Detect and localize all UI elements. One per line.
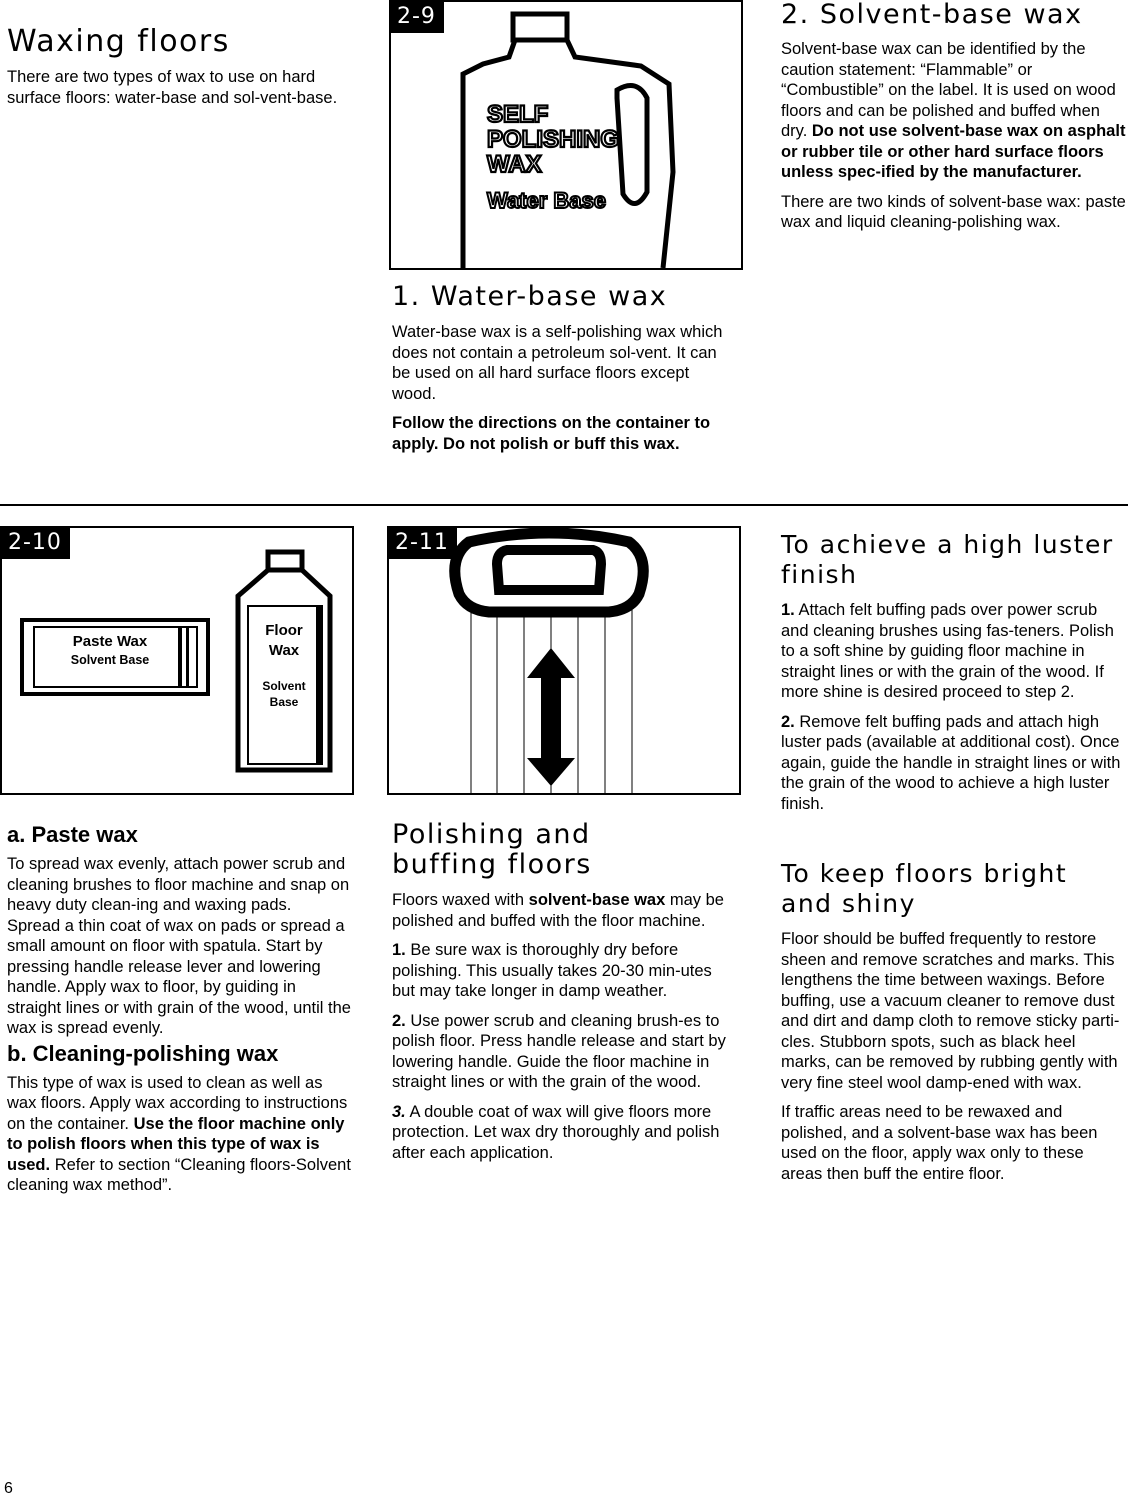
polishing-intro xyxy=(392,890,737,931)
step-text: Remove felt buffing pads and attach high luster pads (available at additional cost). Once again, guide the handle in straight lines or with the grain of the wood to achieve a high luster finish. xyxy=(781,712,1121,813)
solvent-warning: Do not use solvent-base wax on asphalt or rubber tile or other hard surface floors unless spec-ified by the manufacturer. xyxy=(781,122,1126,181)
section-divider xyxy=(0,504,1128,506)
polishing-intro-a: Floors waxed with xyxy=(392,891,529,909)
figure-2-11 xyxy=(387,526,741,795)
luster-heading: To achieve a high luster finish xyxy=(781,530,1114,589)
step-text: A double coat of wax will give floors more protection. Let wax dry thoroughly and polish after each application. xyxy=(392,1102,720,1162)
step-number: 3. xyxy=(392,1102,406,1121)
intro-section xyxy=(7,24,352,117)
step-number: 1. xyxy=(781,601,795,619)
can-label-line1: Paste Wax xyxy=(72,633,148,650)
bright-shiny-section xyxy=(781,859,1126,1193)
bottle-label-line4: Water Base xyxy=(487,188,607,213)
bright-shiny-text: Floor should be buffed frequently to restore sheen and remove scratches and marks. This lengthens the time between waxings. Before buffing, use a vacuum cleaner to remove dust and dirt and damp cloth to remove sticky parti-cles. Stubborn spots, such as black heel marks, can be removed by rubbing gently with very fine steel wool damp-ened with wax. xyxy=(781,930,1120,1092)
solvent-base-text xyxy=(781,39,1126,183)
floor-machine-grain-illustration xyxy=(389,528,739,793)
step-text: Attach felt buffing pads over power scrub and cleaning brushes using fas-teners. Polish to a soft shine by guiding floor machine in straight lines or with the grain of the wood. If more shine is desired proceed to step 2. xyxy=(781,601,1114,701)
self-polishing-wax-bottle-illustration xyxy=(391,2,741,268)
bright-shiny-heading: To keep floors bright and shiny xyxy=(781,859,1068,918)
paste-wax-heading: a. Paste wax xyxy=(7,822,138,847)
cleaning-warning: Use the floor machine only to polish floors when this type of wax is used. xyxy=(7,1114,345,1174)
cleaning-polishing-text xyxy=(7,1073,352,1196)
rewax-text: If traffic areas need to be rewaxed and polished, and a solvent-base wax has been used on the floor, apply wax only to these areas then buff the entire floor. xyxy=(781,1103,1098,1183)
water-base-section xyxy=(392,282,737,463)
figure-tag: 2-11 xyxy=(389,528,457,559)
paste-wax-section xyxy=(7,822,352,1205)
page-title: Waxing floors xyxy=(7,24,230,59)
luster-step-2 xyxy=(781,712,1126,815)
water-base-text: Water-base wax is a self-polishing wax which does not contain a petroleum sol-vent. It can be used on all hard surface floors except wood. xyxy=(392,323,723,403)
page-number: 6 xyxy=(4,1480,13,1497)
water-base-instructions: Follow the directions on the container to apply. Do not polish or buff this wax. xyxy=(392,414,711,453)
figure-2-9 xyxy=(389,0,743,270)
bottle-label-line2: POLISHING xyxy=(487,126,620,153)
luster-step-1 xyxy=(781,600,1126,703)
polishing-intro-bold: solvent-base wax xyxy=(528,891,666,909)
intro-text: There are two types of wax to use on hard surface floors: water-base and sol-vent-base. xyxy=(7,68,338,107)
polishing-step-2 xyxy=(392,1011,737,1093)
step-number: 2. xyxy=(392,1011,406,1030)
polishing-intro-b: may be polished and buffed with the floor machine. xyxy=(392,891,724,930)
solvent-base-section xyxy=(781,0,1126,242)
water-base-heading: 1. Water-base wax xyxy=(392,281,668,312)
cleaning-text-refer: Refer to section “Cleaning floors-Solvent cleaning wax method”. xyxy=(7,1155,351,1194)
step-number: 1. xyxy=(392,941,406,959)
figure-tag: 2-9 xyxy=(391,2,444,33)
bottle-label-line1: SELF xyxy=(487,101,549,128)
polishing-step-1 xyxy=(392,940,737,1002)
cleaning-polishing-heading: b. Cleaning-polishing wax xyxy=(7,1040,279,1066)
luster-section xyxy=(781,530,1126,823)
polishing-heading: Polishing and buffing floors xyxy=(392,819,592,880)
figure-2-10 xyxy=(0,526,354,795)
step-text: Be sure wax is thoroughly dry before polishing. This usually takes 20-30 min-utes but may take longer in damp weather. xyxy=(392,941,712,1000)
bottle-label-line1: Floor xyxy=(265,622,303,639)
step-number: 2. xyxy=(781,712,795,731)
cleaning-text-plain: This type of wax is used to clean as well as wax floors. Apply wax according to instructions on the container. xyxy=(7,1073,348,1133)
solvent-kinds-text: There are two kinds of solvent-base wax: paste wax and liquid cleaning-polishing wax. xyxy=(781,192,1126,231)
bottle-label-line4: Base xyxy=(269,695,299,709)
solvent-text-plain: Solvent-base wax can be identified by the caution statement: “Flammable” or “Combustible” on the label. It is used on wood floors and can be polished and buffed when dry. xyxy=(781,40,1116,140)
polishing-section xyxy=(392,820,737,1172)
bottle-label-line2: Wax xyxy=(268,642,300,659)
bottle-label-line3: WAX xyxy=(487,151,542,178)
paste-wax-text: To spread wax evenly, attach power scrub and cleaning brushes to floor machine and snap on heavy duty clean-ing and waxing pads. Spread a thin coat of wax on pads or spread a small amount on floor with spatula. Start by pressing handle release lever and lowering handle. Apply wax to floor, by guiding in straight lines or with grain of the wood, until the wax is spread evenly. xyxy=(7,855,351,1037)
solvent-base-heading: 2. Solvent-base wax xyxy=(781,0,1083,30)
polishing-step-3 xyxy=(392,1102,737,1164)
can-label-line2: Solvent Base xyxy=(70,653,150,667)
paste-wax-and-floor-wax-illustration xyxy=(2,528,352,793)
bottle-label-line3: Solvent xyxy=(262,679,306,693)
step-text: Use power scrub and cleaning brush-es to polish floor. Press handle release and start by lowering handle. Guide the floor machine in straight lines or with the grain of the wood. xyxy=(392,1011,726,1091)
figure-tag: 2-10 xyxy=(2,528,70,559)
